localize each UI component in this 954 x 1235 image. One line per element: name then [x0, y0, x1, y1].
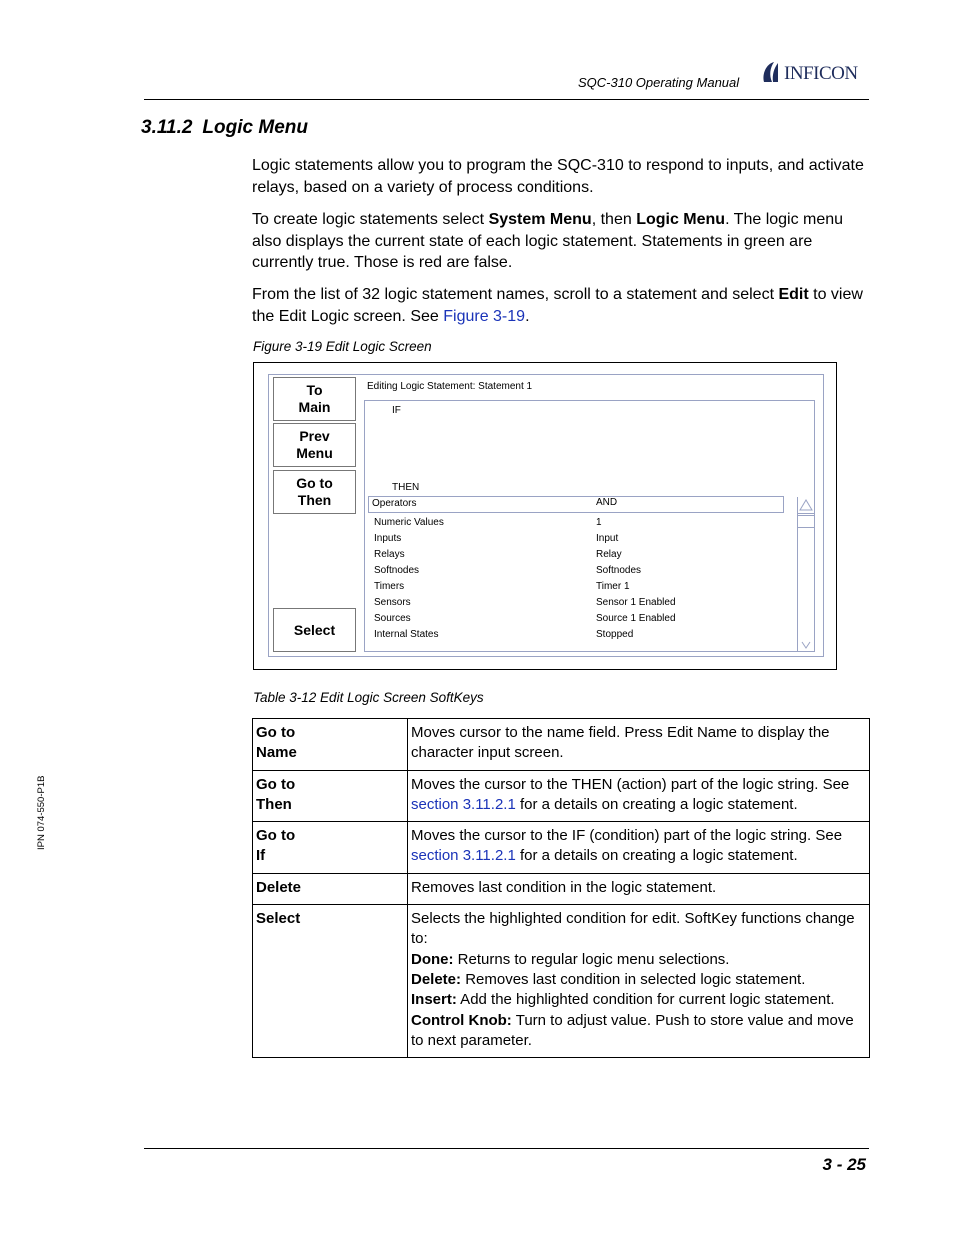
table-key-cell [253, 719, 408, 771]
ipn-label: IPN 074-550-P1B [36, 775, 47, 850]
footer-rule [144, 1148, 869, 1149]
term: Delete: [411, 970, 462, 988]
term: Control Knob: [411, 1011, 512, 1029]
logic-menu-term: Logic Menu [636, 211, 726, 228]
table-caption: Table 3-12 Edit Logic Screen SoftKeys [253, 690, 484, 705]
condition-name[interactable]: Numeric Values [374, 517, 444, 528]
section-number: 3.11.2 [141, 117, 193, 138]
inficon-logo [760, 60, 872, 84]
page-number: 3 - 25 [822, 1155, 866, 1174]
section-title: Logic Menu [202, 117, 308, 138]
softkey-select[interactable] [273, 608, 356, 652]
paragraph-select [252, 284, 872, 327]
condition-name[interactable]: Timers [374, 581, 405, 592]
key-text: Go to [256, 827, 296, 845]
key-text: If [256, 847, 266, 865]
header-rule [144, 99, 869, 100]
text: . [525, 307, 530, 325]
svg-text:INFICON: INFICON [784, 63, 858, 84]
desc-text: Moves the cursor to the THEN (action) part of the logic string. See [411, 775, 850, 793]
desc-text: Removes last condition in the logic statement. [411, 878, 717, 896]
condition-value[interactable]: Stopped [596, 629, 634, 640]
condition-value[interactable]: Timer 1 [596, 581, 630, 592]
table-row [253, 822, 870, 874]
text: , then [591, 211, 637, 228]
key-text: Delete [256, 878, 302, 896]
condition-name[interactable]: Inputs [374, 533, 402, 544]
softkey-label: Go to [296, 475, 333, 491]
key-text: Name [256, 744, 297, 762]
section-link[interactable]: section 3.11.2.1 [411, 795, 516, 813]
scroll-up-arrow-icon[interactable] [798, 497, 814, 514]
system-menu-term: System Menu [488, 211, 592, 228]
key-text: Then [256, 795, 292, 813]
desc-text: Turn to adjust value. Push to store value and move to next parameter. [411, 1011, 854, 1049]
table-key-cell [253, 770, 408, 822]
operators-name: Operators [372, 498, 417, 509]
table-desc-cell [408, 719, 870, 771]
softkeys-table [252, 718, 870, 1058]
paragraph-create [252, 209, 872, 274]
figure-3-19-link[interactable]: Figure 3-19 [443, 307, 526, 325]
condition-name[interactable]: Softnodes [374, 565, 420, 576]
table-row [253, 719, 870, 771]
editing-statement-label: Editing Logic Statement: Statement 1 [367, 381, 533, 392]
figure-caption: Figure 3-19 Edit Logic Screen [253, 339, 432, 354]
text: . The logic menu also displays the current state of each logic statement. Statements in green are currently true. Those is red are false. [252, 211, 844, 271]
section-heading [141, 117, 308, 139]
softkey-label: Select [293, 621, 336, 638]
text: to view the Edit Logic screen. See [252, 286, 863, 325]
condition-value[interactable]: Relay [596, 549, 622, 560]
if-label: IF [392, 405, 401, 416]
operators-value: AND [596, 497, 618, 508]
term: Insert: [411, 991, 457, 1009]
desc-text: for a details on creating a logic statement. [515, 847, 798, 865]
table-key-cell [253, 873, 408, 904]
table-desc-cell [408, 822, 870, 874]
table-row [253, 905, 870, 1058]
condition-name[interactable]: Internal States [374, 629, 439, 640]
table-desc-cell [408, 770, 870, 822]
desc-text: Moves the cursor to the IF (condition) part of the logic string. See [411, 827, 843, 845]
text: From the list of 32 logic statement names, scroll to a statement and select [252, 286, 779, 303]
desc-text: Selects the highlighted condition for edit. SoftKey functions change to: [411, 910, 855, 948]
desc-text: Removes last condition in selected logic statement. [461, 970, 806, 988]
key-text: Go to [256, 775, 296, 793]
table-row [253, 873, 870, 904]
key-text: Go to [256, 724, 296, 741]
paragraph-intro: Logic statements allow you to program the SQC-310 to respond to inputs, and activate relays, based on a variety of process conditions. [252, 157, 864, 196]
softkey-label: Then [297, 492, 332, 508]
condition-value[interactable]: Sensor 1 Enabled [596, 597, 676, 608]
softkey-label: Main [298, 399, 331, 415]
scroll-down-arrow-icon[interactable] [798, 637, 814, 649]
then-label: THEN [392, 482, 420, 493]
softkey-label: Menu [296, 445, 333, 461]
condition-value[interactable]: 1 [596, 517, 602, 528]
desc-text: Moves cursor to the name field. Press Edit Name to display the character input screen. [411, 724, 830, 762]
desc-text: for a details on creating a logic statement. [515, 795, 798, 813]
table-desc-cell [408, 873, 870, 904]
softkey-label: To [306, 382, 323, 398]
text: To create logic statements select [252, 211, 489, 228]
table-row [253, 770, 870, 822]
softkey-go-to-then[interactable] [273, 470, 356, 514]
operators-row-selected[interactable] [368, 496, 784, 513]
term: Done: [411, 950, 454, 968]
section-link[interactable]: section 3.11.2.1 [411, 847, 516, 865]
desc-text: Add the highlighted condition for current logic statement. [456, 991, 835, 1009]
condition-name[interactable]: Sensors [374, 597, 411, 608]
table-key-cell [253, 905, 408, 1058]
scrollbar[interactable] [797, 497, 814, 651]
condition-name[interactable]: Relays [374, 549, 405, 560]
condition-value[interactable]: Source 1 Enabled [596, 613, 676, 624]
softkey-label: Prev [299, 428, 330, 444]
softkey-prev-menu[interactable] [273, 423, 356, 467]
edit-term: Edit [778, 286, 809, 303]
table-desc-cell [408, 905, 870, 1058]
key-text: Select [256, 910, 301, 928]
condition-name[interactable]: Sources [374, 613, 411, 624]
condition-value[interactable]: Input [596, 533, 619, 544]
table-key-cell [253, 822, 408, 874]
desc-text: Returns to regular logic menu selections. [453, 950, 730, 968]
condition-value[interactable]: Softnodes [596, 565, 642, 576]
scroll-thumb[interactable] [798, 515, 814, 528]
manual-title: SQC-310 Operating Manual [578, 75, 740, 90]
softkey-to-main[interactable] [273, 377, 356, 421]
